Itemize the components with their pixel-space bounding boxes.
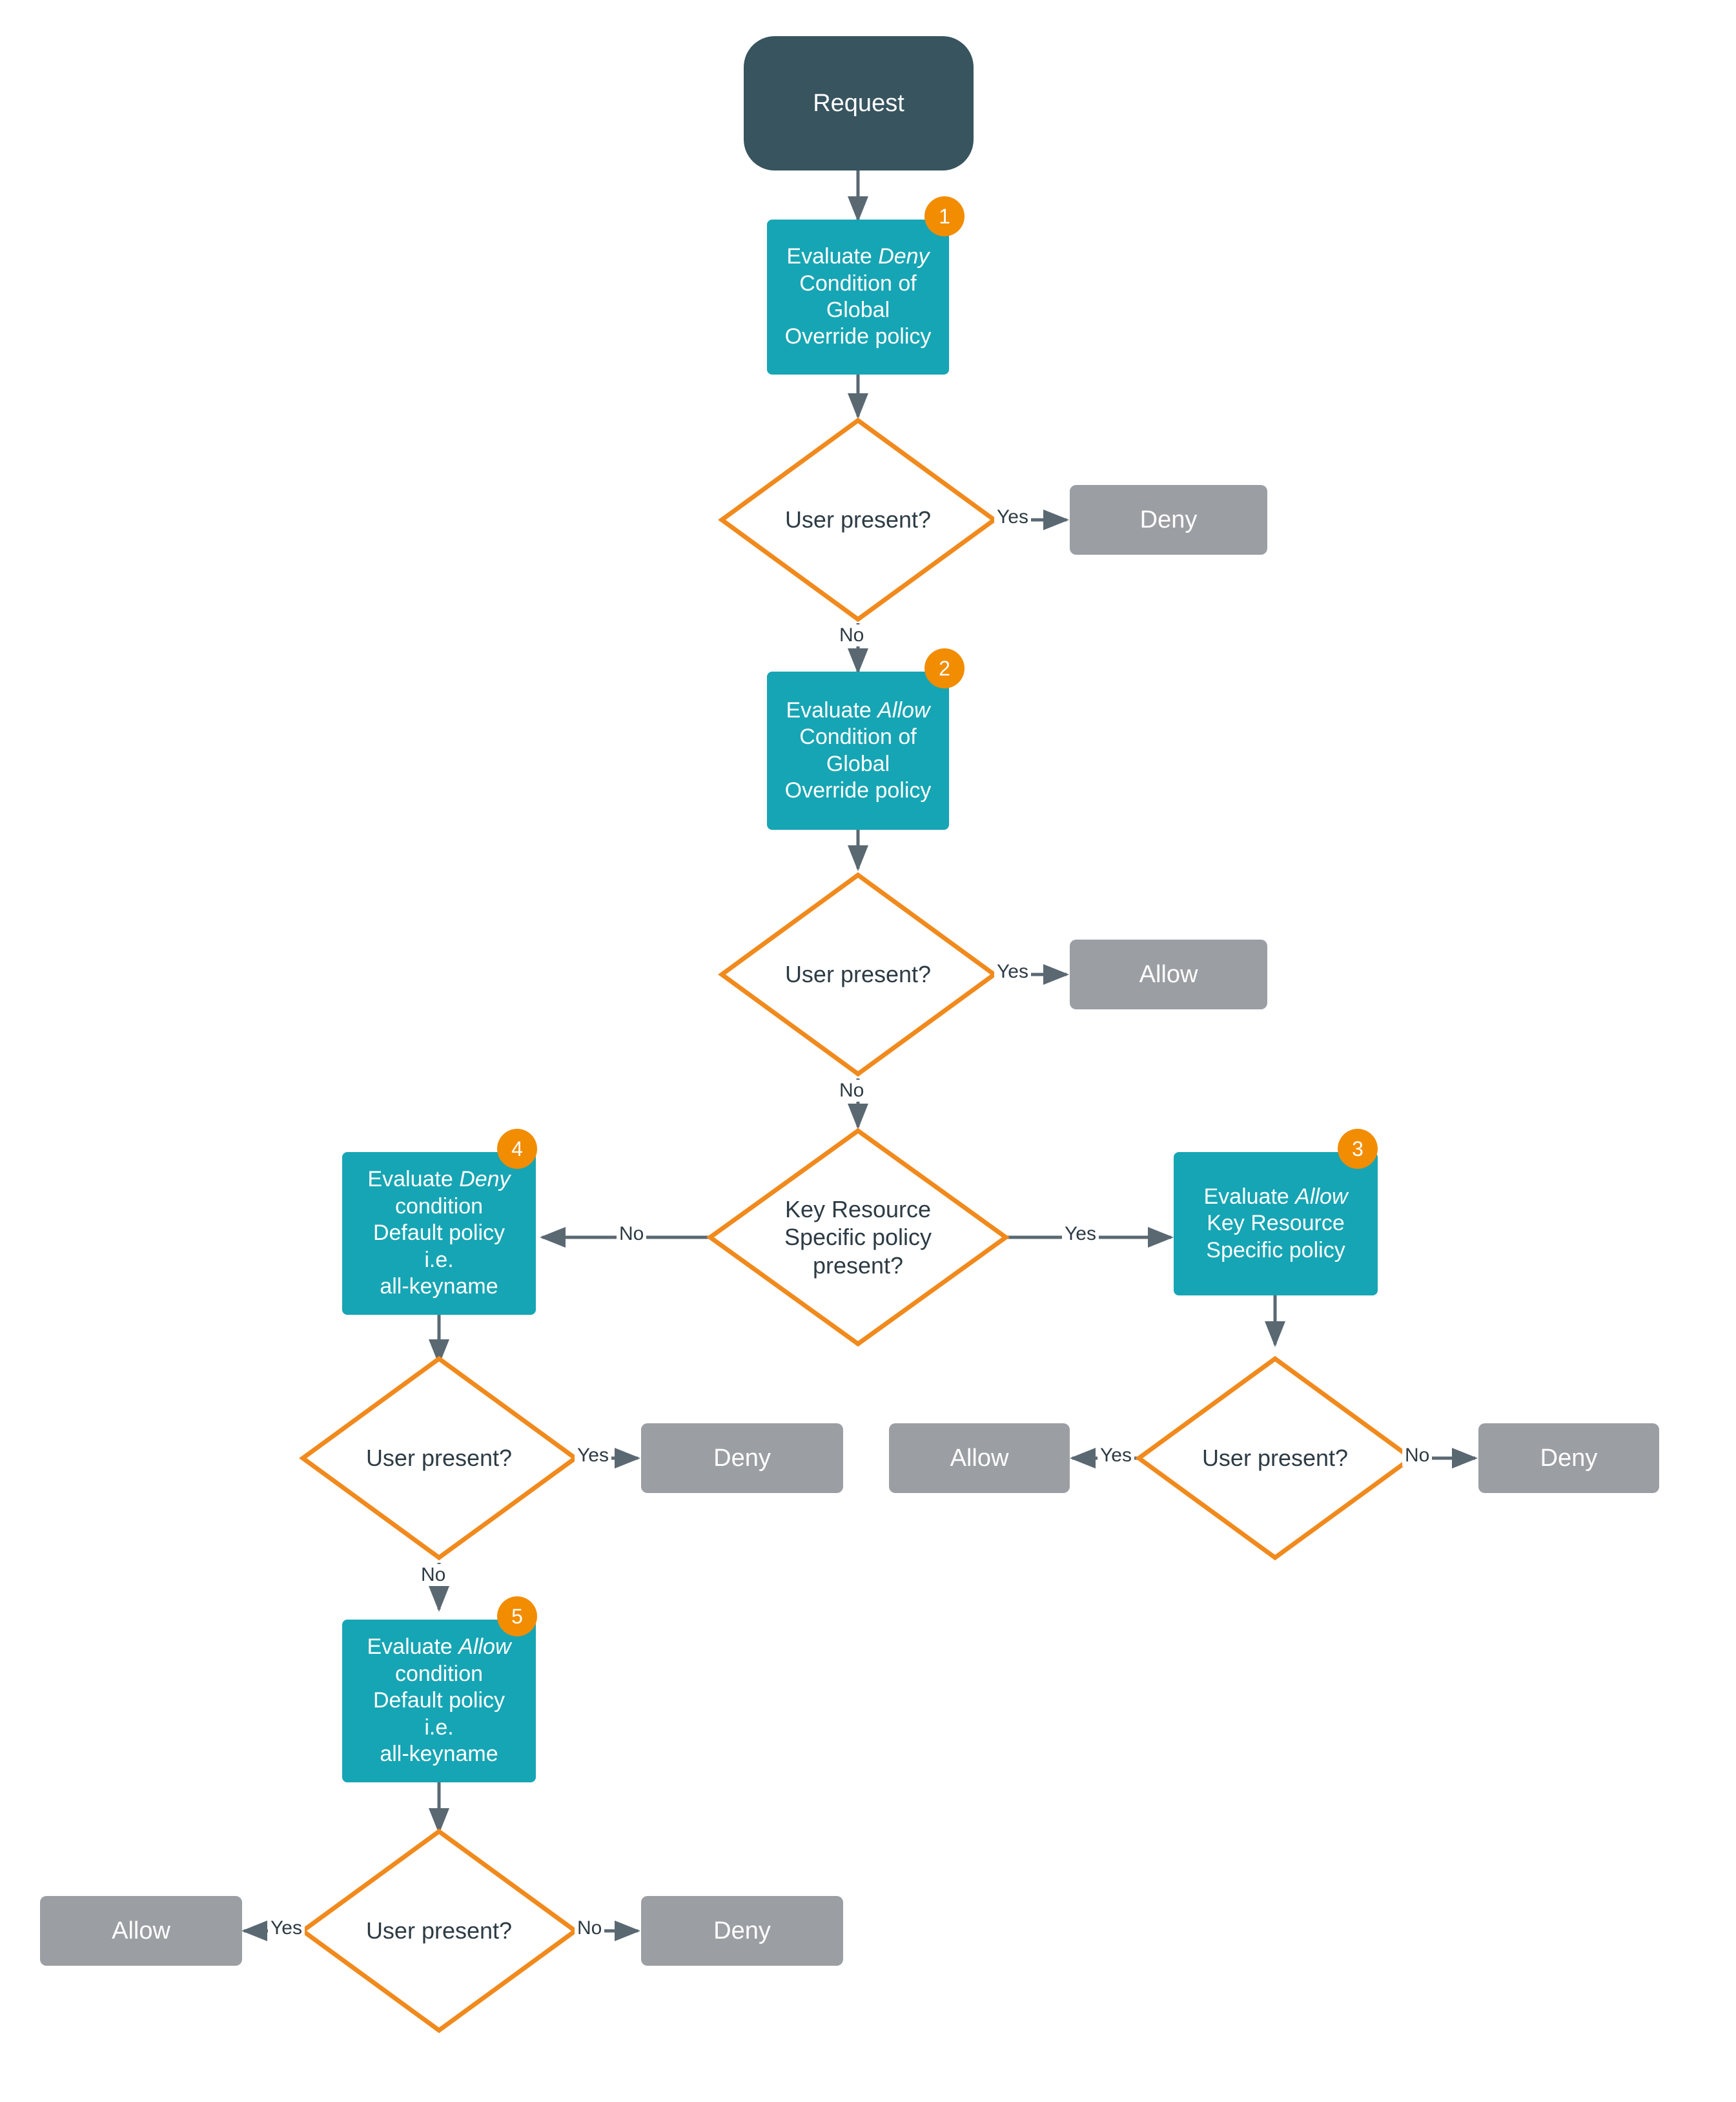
node-allow-2-label: Allow	[1139, 960, 1198, 988]
badge-step-3	[1338, 1129, 1378, 1169]
decision3-line2: Specific policy	[784, 1224, 932, 1251]
node-evaluate-deny-global-override	[767, 220, 949, 375]
step4-line1: Evaluate	[367, 1167, 460, 1192]
node-deny-1-label: Deny	[1139, 506, 1198, 533]
edge-label-d1-yes: Yes	[994, 506, 1031, 528]
edge-label-d5-no: No	[418, 1564, 448, 1586]
badge-step-5	[497, 1596, 537, 1636]
edge-label-d5-yes: Yes	[575, 1445, 611, 1467]
step5-line3: Default policy	[373, 1688, 505, 1713]
node-deny-5-label: Deny	[713, 1917, 771, 1944]
decision-key-resource-policy-present	[706, 1127, 1010, 1348]
step4-line3: Default policy	[373, 1221, 505, 1246]
decision3-line3: present?	[812, 1252, 904, 1279]
node-evaluate-allow-key-resource-specific	[1174, 1152, 1378, 1295]
node-deny-4-label: Deny	[713, 1444, 771, 1472]
badge-step-3-label: 3	[1352, 1137, 1363, 1160]
node-allow-5	[40, 1896, 242, 1966]
badge-step-4	[497, 1129, 537, 1169]
node-allow-2	[1070, 940, 1267, 1009]
step3-line1: Evaluate	[1203, 1184, 1296, 1209]
node-deny-5	[641, 1896, 843, 1966]
step4-emphasis: Deny	[459, 1167, 511, 1192]
node-step1-text	[785, 243, 932, 351]
node-deny-4	[641, 1423, 843, 1493]
node-allow-3-label: Allow	[950, 1444, 1009, 1472]
step2-line2: Condition of	[799, 725, 917, 750]
decision-user-present-1-label: User present?	[784, 506, 932, 533]
node-deny-3	[1478, 1423, 1659, 1493]
decision-user-present-1	[718, 417, 998, 623]
decision-user-present-2-label: User present?	[784, 961, 932, 988]
step4-line5: all-keyname	[380, 1274, 498, 1299]
step2-line4: Override policy	[784, 778, 932, 803]
edge-label-d4-yes: Yes	[1098, 1445, 1134, 1467]
step1-line4: Override policy	[784, 324, 932, 349]
node-step4-text	[367, 1166, 510, 1300]
step1-line1: Evaluate	[786, 244, 879, 269]
step2-line1: Evaluate	[786, 697, 878, 723]
step3-emphasis: Allow	[1295, 1184, 1348, 1209]
node-deny-1	[1070, 485, 1267, 555]
node-step5-text	[367, 1634, 511, 1767]
node-request-label: Request	[813, 89, 904, 117]
node-step3-text	[1203, 1184, 1347, 1264]
edge-label-d6-no: No	[575, 1917, 604, 1939]
badge-step-2	[924, 648, 965, 688]
step3-line3: Specific policy	[1206, 1237, 1345, 1262]
step5-line4: i.e.	[424, 1715, 454, 1740]
node-allow-5-label: Allow	[112, 1917, 170, 1944]
step5-line5: all-keyname	[380, 1742, 498, 1767]
badge-step-2-label: 2	[939, 656, 950, 680]
badge-step-1-label: 1	[939, 204, 950, 228]
decision-user-present-4-label: User present?	[365, 1445, 513, 1472]
edge-label-d4-no: No	[1402, 1445, 1432, 1467]
decision-user-present-5	[299, 1828, 579, 2034]
badge-step-1	[924, 196, 965, 236]
decision-key-resource-policy-present-label	[706, 1127, 1010, 1348]
step2-emphasis: Allow	[877, 697, 930, 723]
decision-user-present-2	[718, 871, 998, 1078]
step1-line3: Global	[826, 298, 890, 322]
edge-label-d2-no: No	[837, 1080, 866, 1102]
decision-user-present-4	[299, 1355, 579, 1561]
edge-label-d3-yes: Yes	[1062, 1223, 1099, 1245]
decision-user-present-3-label: User present?	[1201, 1445, 1349, 1472]
step1-emphasis: Deny	[878, 244, 930, 269]
decision3-line1: Key Resource	[784, 1196, 932, 1223]
node-deny-3-label: Deny	[1540, 1444, 1598, 1472]
edge-label-d1-no: No	[837, 624, 866, 646]
node-evaluate-deny-default-policy	[342, 1152, 536, 1315]
node-evaluate-allow-global-override	[767, 672, 949, 830]
badge-step-5-label: 5	[511, 1604, 523, 1628]
step5-line1: Evaluate	[367, 1634, 459, 1660]
step1-line2: Condition of	[799, 271, 917, 296]
node-evaluate-allow-default-policy	[342, 1620, 536, 1782]
step2-line3: Global	[826, 751, 890, 776]
edge-label-d3-no: No	[617, 1223, 646, 1245]
edge-label-d2-yes: Yes	[994, 961, 1031, 983]
step5-line2: condition	[394, 1661, 484, 1686]
decision-user-present-3	[1135, 1355, 1415, 1561]
node-request	[744, 36, 974, 170]
step5-emphasis: Allow	[458, 1634, 511, 1660]
step4-line4: i.e.	[424, 1247, 454, 1272]
badge-step-4-label: 4	[511, 1137, 523, 1160]
node-step2-text	[785, 697, 932, 805]
edge-label-d6-yes: Yes	[268, 1917, 305, 1939]
node-allow-3	[889, 1423, 1070, 1493]
step4-line2: condition	[394, 1193, 484, 1219]
step3-line2: Key Resource	[1207, 1211, 1345, 1236]
decision-user-present-5-label: User present?	[365, 1917, 513, 1944]
